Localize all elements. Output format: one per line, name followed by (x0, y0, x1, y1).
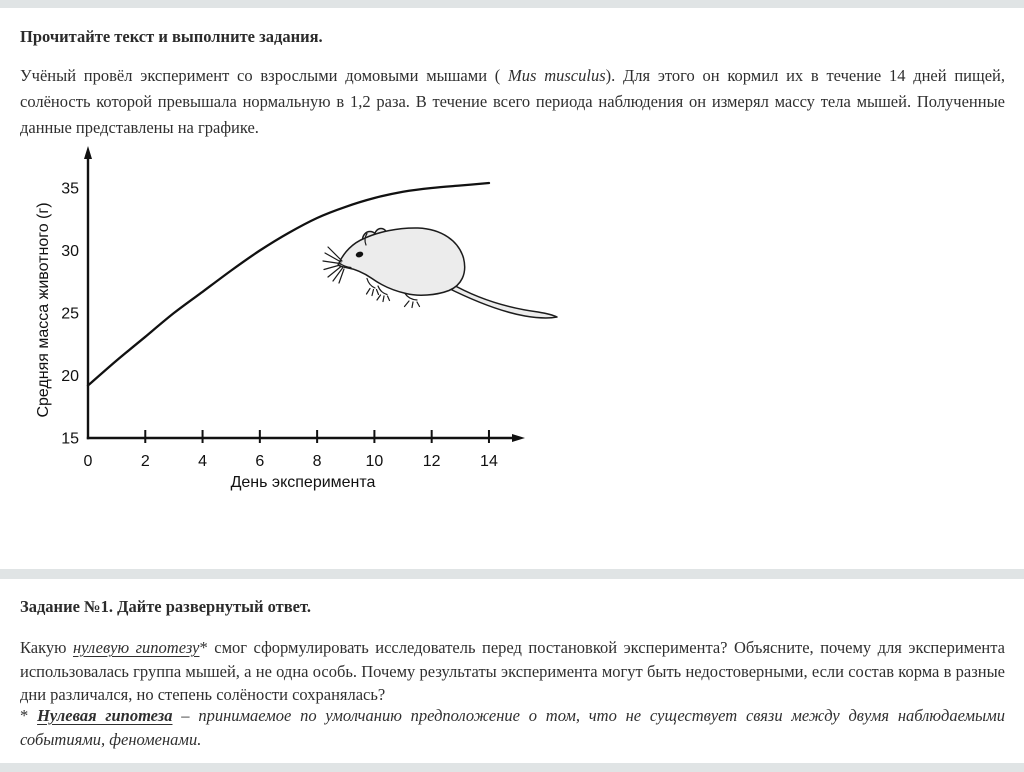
mass-chart (0, 143, 580, 503)
section-divider (0, 569, 1024, 579)
bottom-page-divider (0, 763, 1024, 772)
x-tick-label: 2 (140, 453, 150, 470)
x-tick-label: 10 (365, 453, 384, 470)
x-tick-label: 12 (422, 453, 441, 470)
y-axis-arrow-icon (84, 146, 92, 159)
null-hypothesis-term-link: нулевую гипотезу (72, 638, 200, 657)
x-tick-label: 4 (198, 453, 208, 470)
x-tick-label: 6 (255, 453, 265, 470)
intro-text-before-species: Учёный провёл эксперимент со взрослыми домовыми мышами ( (20, 66, 509, 85)
x-tick-label: 14 (480, 453, 498, 470)
species-name-italic: Mus musculus (508, 66, 606, 85)
x-tick-label: 0 (83, 453, 93, 470)
footnote-asterisk: * (20, 706, 38, 725)
y-tick-label: 30 (61, 243, 79, 260)
intro-text-after-species: ). Для этого он кормил их в течение 14 дней пищей, солёность которой превышала нормальную в 1,2 раза. В течение всего периода наблюдения он измерял массу тела мышей. Полученные данные представлены на графике. (20, 66, 1005, 137)
instruction-heading: Прочитайте текст и выполните задания. (20, 27, 323, 46)
top-page-divider (0, 0, 1024, 8)
x-axis-arrow-icon (512, 434, 525, 442)
task-question-paragraph (20, 636, 1005, 707)
footnote-term: Нулевая гипотеза (37, 706, 173, 725)
footnote-definition: – принимаемое по умолчанию предположение о том, что не существует связи между двумя наблюдаемыми событиями, феноменами. (20, 706, 1006, 749)
mouse-illustration (323, 228, 557, 318)
intro-paragraph (20, 63, 1005, 141)
mouse-front-paw-2 (377, 286, 390, 302)
question-text-after-term: * смог сформулировать исследователь перед постановкой эксперимента? Объясните, почему для эксперимента использовалась группа мышей, а не одна особь. Почему результаты эксперимента могут быть недостоверными, если состав корма в разные дни различался, но степень солёности сохранялась? (20, 638, 1005, 704)
x-axis-title: День эксперимента (230, 474, 376, 491)
x-tick-label: 8 (312, 453, 322, 470)
footnote-paragraph (20, 704, 1005, 752)
mouse-tail (446, 283, 557, 318)
y-tick-label: 25 (61, 305, 79, 323)
y-axis-tick-labels (61, 181, 79, 448)
question-text-before-term: Какую (20, 638, 73, 657)
y-tick-label: 15 (61, 430, 79, 448)
task-heading: Задание №1. Дайте развернутый ответ. (20, 597, 311, 616)
mouse-body (338, 228, 464, 295)
y-tick-label: 35 (61, 180, 79, 198)
y-tick-label: 20 (61, 368, 79, 385)
x-axis-ticks (84, 430, 498, 470)
y-axis-title: Средняя масса животного (г) (35, 202, 52, 418)
